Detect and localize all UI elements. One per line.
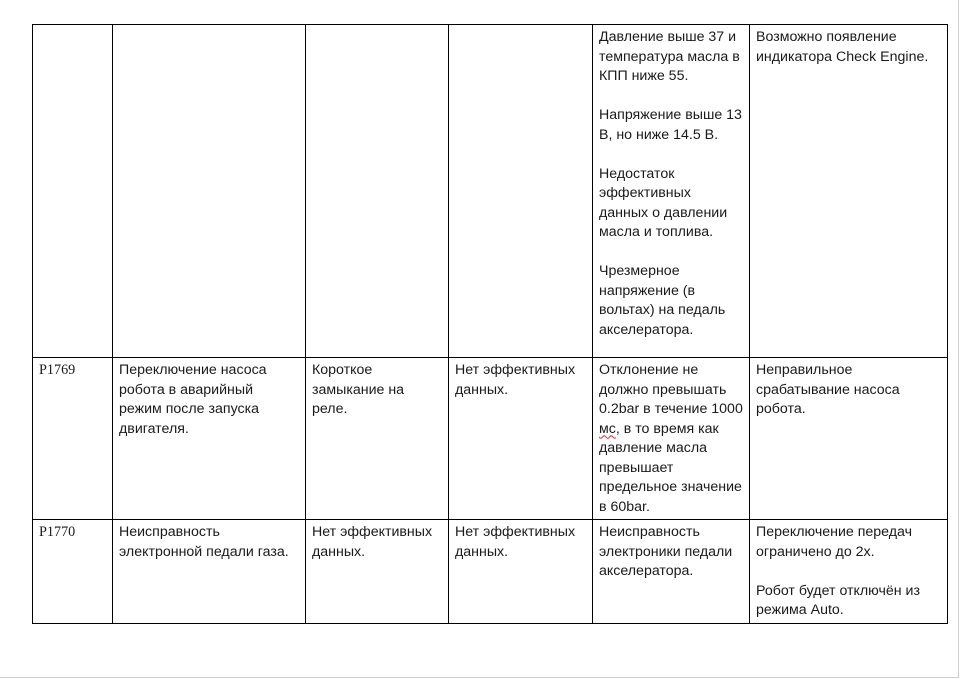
- criteria-paragraph: Напряжение выше 13 В, но ниже 14.5 В.: [599, 107, 742, 143]
- condition-cell: Нет эффективных данных.: [449, 520, 593, 624]
- result-paragraph: Робот будет отключён из режима Auto.: [756, 582, 920, 618]
- result-cell: [750, 520, 948, 624]
- description-cell: [113, 25, 306, 358]
- condition-cell: Нет эффективных данных.: [449, 358, 593, 520]
- criteria-paragraph: Неисправность электроники педали акселератора.: [599, 524, 733, 579]
- condition-cell: [449, 25, 593, 358]
- criteria-cell: [593, 520, 750, 624]
- code-cell: P1769: [33, 358, 113, 520]
- result-paragraph: Переключение передач ограничено до 2х.: [756, 524, 913, 560]
- code-cell: [33, 25, 113, 358]
- criteria-text: Отклонение не должно превышать 0.2bar в течение 1000: [599, 362, 743, 417]
- criteria-text: , в то время как давление масла превышает предельное значение в 60bar.: [599, 420, 742, 515]
- result-paragraph: Возможно появление индикатора Check Engine.: [756, 29, 929, 65]
- criteria-paragraph: Недостаток эффективных данных о давлении масла и топлива.: [599, 165, 728, 240]
- table-row: [33, 520, 948, 624]
- description-cell: Переключение насоса робота в аварийный режим после запуска двигателя.: [113, 358, 306, 520]
- cause-cell: [306, 25, 449, 358]
- criteria-paragraph: Давление выше 37 и температура масла в КПП ниже 55.: [599, 29, 740, 84]
- table-row: [33, 25, 948, 358]
- table-row: [33, 358, 948, 520]
- criteria-cell: [593, 25, 750, 358]
- cause-cell: Короткое замыкание на реле.: [306, 358, 449, 520]
- result-cell: [750, 25, 948, 358]
- fault-code-table: [32, 24, 948, 624]
- criteria-paragraph: Чрезмерное напряжение (в вольтах) на педаль акселератора.: [599, 263, 726, 338]
- spellcheck-underlined-word: мс: [599, 420, 616, 437]
- code-cell: P1770: [33, 520, 113, 624]
- description-cell: Неисправность электронной педали газа.: [113, 520, 306, 624]
- result-cell: [750, 358, 948, 520]
- cause-cell: Нет эффективных данных.: [306, 520, 449, 624]
- result-paragraph: Неправильное срабатывание насоса робота.: [756, 362, 900, 417]
- criteria-cell: [593, 358, 750, 520]
